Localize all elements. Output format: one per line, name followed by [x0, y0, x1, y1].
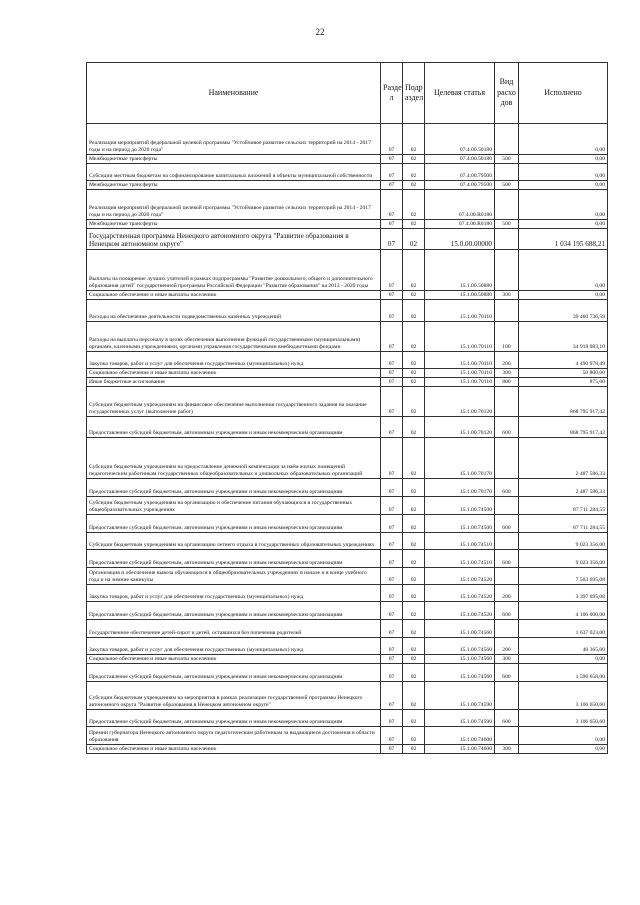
table-row: [87, 515, 608, 533]
row-section-cell: 07: [381, 727, 403, 745]
row-target-article-cell: 15.1.00.70110: [425, 300, 495, 322]
row-target-article-cell: 15.1.00.74590: [425, 710, 495, 727]
row-subsection-cell: 02: [403, 229, 425, 250]
table-row: [87, 250, 608, 291]
row-target-article-cell: 07.4.00.R0180: [425, 220, 495, 229]
row-section-cell: 07: [381, 378, 403, 387]
row-target-article-cell: 07.4.00.R0180: [425, 190, 495, 220]
row-section-cell: 07: [381, 220, 403, 229]
row-expense-type-cell: 600: [495, 664, 519, 682]
row-subsection-cell: 02: [403, 664, 425, 682]
table-row: [87, 417, 608, 438]
row-expense-type-cell: 600: [495, 515, 519, 533]
row-name-cell: Выплаты на поощрение лучших учителей в рамках подпрограммы "Развитие дошкольного, общего и дополнительного образования детей" государственной программы Российской Федерации "Развитие образования" на 2013 - 2020 годы: [87, 250, 381, 291]
row-expense-type-cell: 800: [495, 378, 519, 387]
row-expense-type-cell: [495, 727, 519, 745]
row-expense-type-cell: [495, 568, 519, 585]
row-section-cell: 07: [381, 352, 403, 369]
row-target-article-cell: 15.1.00.50880: [425, 291, 495, 300]
row-section-cell: 07: [381, 181, 403, 190]
row-name-cell: Социальное обеспечение и иные выплаты населению: [87, 369, 381, 378]
row-name-cell: Субсидии бюджетным учреждениям на предоставление денежной компенсации за наём жилых помещений педагогическим работникам государственных общеобразовательных и дошкольных образовательных организаций: [87, 438, 381, 479]
row-section-cell: 07: [381, 322, 403, 352]
row-expense-type-cell: 300: [495, 745, 519, 754]
row-name-cell: Расходы на обеспечение деятельности подведомственных казённых учреждений: [87, 300, 381, 322]
table-row: [87, 497, 608, 515]
row-executed-cell: 0,00: [519, 124, 608, 155]
row-name-cell: Социальное обеспечение и иные выплаты населению: [87, 655, 381, 664]
row-subsection-cell: 02: [403, 155, 425, 164]
row-name-cell: Закупка товаров, работ и услуг для обеспечения государственных (муниципальных) нужд: [87, 352, 381, 369]
row-name-cell: Закупка товаров, работ и услуг для обеспечения государственных (муниципальных) нужд: [87, 585, 381, 602]
row-target-article-cell: 15.1.00.74560: [425, 620, 495, 638]
row-target-article-cell: 07.4.00.79500: [425, 181, 495, 190]
row-subsection-cell: 02: [403, 745, 425, 754]
row-name-cell: Субсидии бюджетным учреждениям на организацию и обеспечение питания обучающихся в государственных общеобразовательных учреждениях: [87, 497, 381, 515]
row-subsection-cell: 02: [403, 250, 425, 291]
row-section-cell: 07: [381, 568, 403, 585]
row-target-article-cell: 15.1.00.74560: [425, 655, 495, 664]
row-expense-type-cell: [495, 438, 519, 479]
row-section-cell: 07: [381, 745, 403, 754]
row-name-cell: Предоставление субсидий бюджетным, автономным учреждениям и иным некоммерческим организациям: [87, 515, 381, 533]
row-expense-type-cell: [495, 682, 519, 710]
row-target-article-cell: 15.1.00.74590: [425, 682, 495, 710]
header-section: Разде л: [381, 63, 403, 124]
row-section-cell: 07: [381, 602, 403, 620]
table-row: [87, 533, 608, 550]
row-section-cell: 07: [381, 655, 403, 664]
row-section-cell: 07: [381, 229, 403, 250]
row-name-cell: Иные бюджетные ассигнования: [87, 378, 381, 387]
row-name-cell: Государственное обеспечение детей-сирот и детей, оставшихся без попечения родителей: [87, 620, 381, 638]
row-target-article-cell: 15.1.00.74600: [425, 727, 495, 745]
row-expense-type-cell: [495, 229, 519, 250]
row-executed-cell: 0,00: [519, 655, 608, 664]
row-subsection-cell: 02: [403, 710, 425, 727]
row-section-cell: 07: [381, 515, 403, 533]
row-expense-type-cell: [495, 533, 519, 550]
header-expense-type: Вид расхо дов: [495, 63, 519, 124]
row-name-cell: Расходы на выплаты персоналу в целях обеспечения выполнения функций государственными (муниципальными) органами, казенными учреждениями, органами управления государственными внебюджетными фондами: [87, 322, 381, 352]
row-name-cell: Социальное обеспечение и иные выплаты населению: [87, 745, 381, 754]
table-header-row: [87, 63, 608, 124]
table-row: [87, 369, 608, 378]
budget-execution-table: [86, 62, 608, 754]
row-expense-type-cell: 600: [495, 602, 519, 620]
row-expense-type-cell: 500: [495, 220, 519, 229]
row-section-cell: 07: [381, 638, 403, 655]
row-executed-cell: 0,00: [519, 220, 608, 229]
row-target-article-cell: 15.1.00.74520: [425, 585, 495, 602]
row-target-article-cell: 15.1.00.70110: [425, 322, 495, 352]
table-row: [87, 229, 608, 250]
row-executed-cell: 1 637 023,00: [519, 620, 608, 638]
row-section-cell: 07: [381, 369, 403, 378]
row-executed-cell: 1 596 658,00: [519, 664, 608, 682]
row-section-cell: 07: [381, 300, 403, 322]
row-target-article-cell: 15.1.00.74600: [425, 745, 495, 754]
row-subsection-cell: 02: [403, 655, 425, 664]
row-executed-cell: 34 918 083,10: [519, 322, 608, 352]
row-section-cell: 07: [381, 682, 403, 710]
row-subsection-cell: 02: [403, 438, 425, 479]
row-expense-type-cell: 200: [495, 352, 519, 369]
row-executed-cell: 4 106 000,00: [519, 602, 608, 620]
row-expense-type-cell: 200: [495, 585, 519, 602]
row-name-cell: Предоставление субсидий бюджетным, автономным учреждениям и иным некоммерческим организациям: [87, 710, 381, 727]
table-row: [87, 664, 608, 682]
table-row: [87, 291, 608, 300]
row-target-article-cell: 15.1.00.74500: [425, 497, 495, 515]
row-subsection-cell: 02: [403, 585, 425, 602]
row-executed-cell: 9 023 356,00: [519, 533, 608, 550]
row-name-cell: Предоставление субсидий бюджетным, автономным учреждениям и иным некоммерческим организациям: [87, 417, 381, 438]
row-subsection-cell: 02: [403, 602, 425, 620]
table-row: [87, 155, 608, 164]
row-subsection-cell: 02: [403, 620, 425, 638]
row-expense-type-cell: [495, 124, 519, 155]
row-executed-cell: 1 034 195 688,21: [519, 229, 608, 250]
row-subsection-cell: 02: [403, 378, 425, 387]
row-name-cell: Субсидии бюджетным учреждениям на финансовое обеспечение выполнения государственного задания на оказание государственных услуг (выполнение работ): [87, 387, 381, 417]
row-subsection-cell: 02: [403, 387, 425, 417]
row-expense-type-cell: [495, 250, 519, 291]
row-executed-cell: 868 795 917,42: [519, 387, 608, 417]
row-subsection-cell: 02: [403, 220, 425, 229]
row-expense-type-cell: [495, 164, 519, 181]
row-executed-cell: 868 795 917,42: [519, 417, 608, 438]
table-row: [87, 352, 608, 369]
table-row: [87, 585, 608, 602]
row-target-article-cell: 15.1.00.50880: [425, 250, 495, 291]
row-name-cell: Предоставление субсидий бюджетным, автономным учреждениям и иным некоммерческим организациям: [87, 602, 381, 620]
row-subsection-cell: 02: [403, 190, 425, 220]
row-subsection-cell: 02: [403, 352, 425, 369]
row-section-cell: 07: [381, 190, 403, 220]
row-section-cell: 07: [381, 585, 403, 602]
row-expense-type-cell: 500: [495, 155, 519, 164]
row-subsection-cell: 02: [403, 479, 425, 497]
row-name-cell: Реализация мероприятий федеральной целевой программы "Устойчивое развитие сельских территорий на 2014 - 2017 годы и на период до 2020 года": [87, 124, 381, 155]
page-number: 22: [315, 27, 325, 37]
table-row: [87, 727, 608, 745]
row-target-article-cell: 07.4.00.50180: [425, 124, 495, 155]
row-subsection-cell: 02: [403, 369, 425, 378]
row-name-cell: Межбюджетные трансферты: [87, 155, 381, 164]
row-expense-type-cell: 600: [495, 479, 519, 497]
row-name-cell: Межбюджетные трансферты: [87, 181, 381, 190]
row-section-cell: 07: [381, 479, 403, 497]
row-section-cell: 07: [381, 710, 403, 727]
row-subsection-cell: 02: [403, 682, 425, 710]
row-subsection-cell: 02: [403, 300, 425, 322]
row-target-article-cell: 15.1.00.70110: [425, 378, 495, 387]
row-subsection-cell: 02: [403, 124, 425, 155]
table-row: [87, 164, 608, 181]
row-executed-cell: 87 711 284,55: [519, 515, 608, 533]
header-executed: Исполнено: [519, 63, 608, 124]
row-target-article-cell: 15.1.00.74520: [425, 602, 495, 620]
row-expense-type-cell: 300: [495, 291, 519, 300]
row-target-article-cell: 07.4.00.50180: [425, 155, 495, 164]
row-executed-cell: 2 487 586,33: [519, 479, 608, 497]
row-executed-cell: 7 503 695,08: [519, 568, 608, 585]
table-row: [87, 438, 608, 479]
row-target-article-cell: 07.4.00.79500: [425, 164, 495, 181]
row-name-cell: Премии губернатора Ненецкого автономного округа педагогическим работникам за выдающиеся достижения в области образования: [87, 727, 381, 745]
table-row: [87, 745, 608, 754]
row-executed-cell: 40 365,00: [519, 638, 608, 655]
row-section-cell: 07: [381, 155, 403, 164]
row-executed-cell: 3 106 650,60: [519, 710, 608, 727]
row-section-cell: 07: [381, 291, 403, 300]
row-subsection-cell: 02: [403, 291, 425, 300]
row-target-article-cell: 15.1.00.70170: [425, 438, 495, 479]
row-name-cell: Организация и обеспечение вывоза обучающихся в общеобразовательных учреждениях в начале и в конце учебного года и на зимние каникулы: [87, 568, 381, 585]
row-target-article-cell: 15.1.00.74510: [425, 550, 495, 568]
row-section-cell: 07: [381, 550, 403, 568]
row-executed-cell: 87 711 284,55: [519, 497, 608, 515]
row-section-cell: 07: [381, 497, 403, 515]
row-executed-cell: 0,00: [519, 250, 608, 291]
row-name-cell: Предоставление субсидий бюджетным, автономным учреждениям и иным некоммерческим организациям: [87, 479, 381, 497]
row-subsection-cell: 02: [403, 417, 425, 438]
row-target-article-cell: 15.0.00.00000: [425, 229, 495, 250]
row-executed-cell: 39 460 736,59: [519, 300, 608, 322]
table-row: [87, 300, 608, 322]
table-row: [87, 638, 608, 655]
table-body: [87, 124, 608, 754]
table-row: [87, 378, 608, 387]
row-target-article-cell: 15.1.00.70110: [425, 352, 495, 369]
row-subsection-cell: 02: [403, 164, 425, 181]
row-section-cell: 07: [381, 164, 403, 181]
row-subsection-cell: 02: [403, 497, 425, 515]
header-target-article: Целевая статья: [425, 63, 495, 124]
row-expense-type-cell: [495, 387, 519, 417]
row-executed-cell: 0,00: [519, 190, 608, 220]
row-name-cell: Государственная программа Ненецкого автономного округа "Развитие образования в Ненецком автономном округе": [87, 229, 381, 250]
row-section-cell: 07: [381, 438, 403, 479]
row-expense-type-cell: 300: [495, 655, 519, 664]
row-subsection-cell: 02: [403, 322, 425, 352]
row-expense-type-cell: [495, 300, 519, 322]
row-expense-type-cell: [495, 497, 519, 515]
table-row: [87, 322, 608, 352]
table-row: [87, 550, 608, 568]
row-expense-type-cell: 100: [495, 322, 519, 352]
table-row: [87, 568, 608, 585]
row-expense-type-cell: 500: [495, 181, 519, 190]
row-expense-type-cell: [495, 620, 519, 638]
table-row: [87, 479, 608, 497]
table-row: [87, 181, 608, 190]
row-name-cell: Социальное обеспечение и иные выплаты населению: [87, 291, 381, 300]
row-target-article-cell: 15.1.00.70110: [425, 369, 495, 378]
row-expense-type-cell: 200: [495, 638, 519, 655]
table-row: [87, 655, 608, 664]
row-subsection-cell: 02: [403, 515, 425, 533]
row-subsection-cell: 02: [403, 727, 425, 745]
row-subsection-cell: 02: [403, 638, 425, 655]
row-subsection-cell: 02: [403, 181, 425, 190]
table-row: [87, 124, 608, 155]
row-target-article-cell: 15.1.00.70120: [425, 387, 495, 417]
row-section-cell: 07: [381, 417, 403, 438]
row-section-cell: 07: [381, 250, 403, 291]
row-name-cell: Межбюджетные трансферты: [87, 220, 381, 229]
row-executed-cell: 0,00: [519, 727, 608, 745]
header-name: Наименование: [87, 63, 381, 124]
table-row: [87, 620, 608, 638]
table-row: [87, 220, 608, 229]
table-row: [87, 602, 608, 620]
row-executed-cell: 0,00: [519, 155, 608, 164]
row-expense-type-cell: 600: [495, 417, 519, 438]
row-target-article-cell: 15.1.00.74560: [425, 664, 495, 682]
row-target-article-cell: 15.1.00.74520: [425, 568, 495, 585]
row-subsection-cell: 02: [403, 533, 425, 550]
row-executed-cell: 4 490 978,49: [519, 352, 608, 369]
row-executed-cell: 3 106 650,60: [519, 682, 608, 710]
row-expense-type-cell: 600: [495, 550, 519, 568]
row-section-cell: 07: [381, 387, 403, 417]
row-expense-type-cell: 300: [495, 369, 519, 378]
row-name-cell: Реализация мероприятий федеральной целевой программы "Устойчивое развитие сельских территорий на 2014 - 2017 годы и на период до 2020 года": [87, 190, 381, 220]
row-expense-type-cell: [495, 190, 519, 220]
row-name-cell: Субсидии бюджетным учреждениям на мероприятия в рамках реализации государственной программы Ненецкого автономного округа "Развитие образования в Ненецком автономном округе": [87, 682, 381, 710]
table-row: [87, 387, 608, 417]
row-section-cell: 07: [381, 664, 403, 682]
row-subsection-cell: 02: [403, 550, 425, 568]
row-section-cell: 07: [381, 533, 403, 550]
row-section-cell: 07: [381, 124, 403, 155]
row-executed-cell: 3 397 695,08: [519, 585, 608, 602]
table-row: [87, 190, 608, 220]
row-executed-cell: 0,00: [519, 745, 608, 754]
table-row: [87, 710, 608, 727]
row-executed-cell: 0,00: [519, 164, 608, 181]
row-target-article-cell: 15.1.00.70120: [425, 417, 495, 438]
row-target-article-cell: 15.1.00.74560: [425, 638, 495, 655]
row-target-article-cell: 15.1.00.74500: [425, 515, 495, 533]
row-expense-type-cell: 600: [495, 710, 519, 727]
row-executed-cell: 2 487 586,33: [519, 438, 608, 479]
row-name-cell: Субсидии местным бюджетам на софинансирование капитальных вложений в объекты муниципальной собственности: [87, 164, 381, 181]
table-row: [87, 682, 608, 710]
row-target-article-cell: 15.1.00.70170: [425, 479, 495, 497]
row-executed-cell: 0,00: [519, 291, 608, 300]
row-executed-cell: 875,00: [519, 378, 608, 387]
row-section-cell: 07: [381, 620, 403, 638]
row-executed-cell: 9 023 356,00: [519, 550, 608, 568]
row-executed-cell: 0,00: [519, 181, 608, 190]
header-subsection: Подр аздел: [403, 63, 425, 124]
row-target-article-cell: 15.1.00.74510: [425, 533, 495, 550]
row-name-cell: Субсидии бюджетным учреждениям на организацию летнего отдыха в государственных образовательных учреждениях: [87, 533, 381, 550]
row-name-cell: Предоставление субсидий бюджетным, автономным учреждениям и иным некоммерческим организациям: [87, 664, 381, 682]
row-executed-cell: 50 800,00: [519, 369, 608, 378]
row-name-cell: Закупка товаров, работ и услуг для обеспечения государственных (муниципальных) нужд: [87, 638, 381, 655]
row-name-cell: Предоставление субсидий бюджетным, автономным учреждениям и иным некоммерческим организациям: [87, 550, 381, 568]
row-subsection-cell: 02: [403, 568, 425, 585]
